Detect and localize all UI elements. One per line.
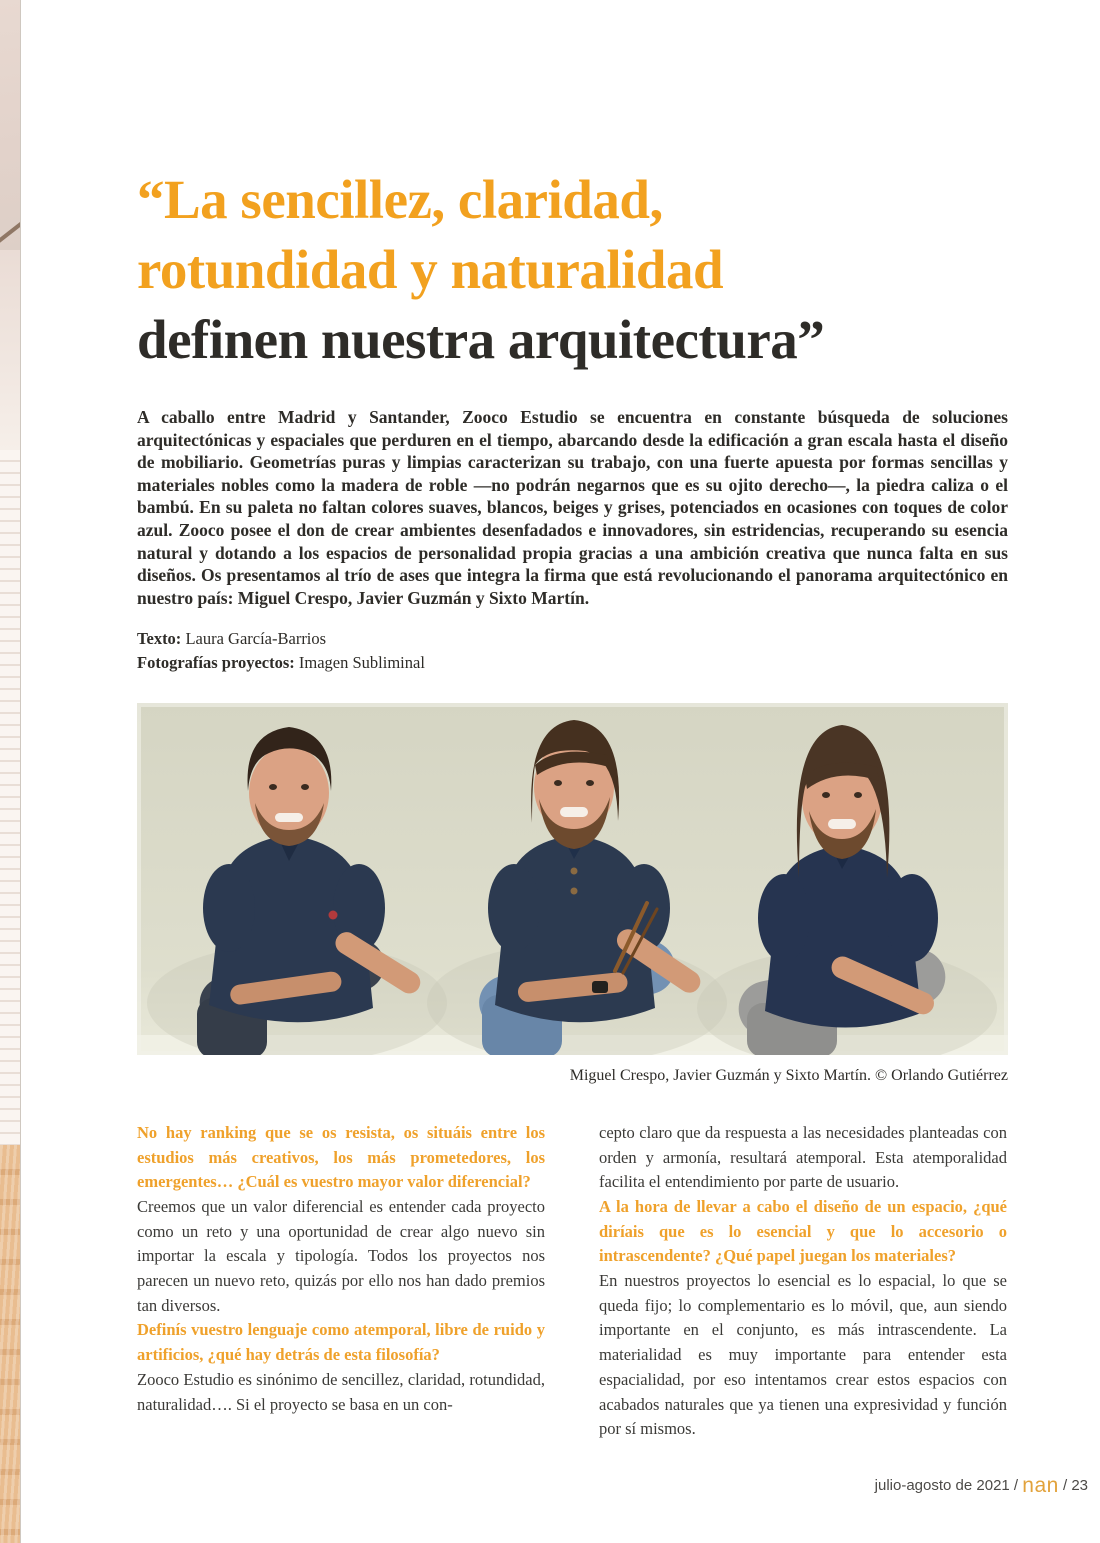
title-line-1: “La sencillez, claridad, bbox=[137, 169, 663, 230]
interview-answer: cepto claro que da respuesta a las necesidades planteadas con orden y armonía, resultará atemporal. Esta atemporalidad facilita el entendimiento por parte de usuario. bbox=[599, 1122, 1007, 1192]
column-right bbox=[599, 1121, 1007, 1442]
credit-text-value: Laura García-Barrios bbox=[181, 628, 327, 648]
credit-text-label: Texto: bbox=[137, 628, 182, 648]
article-title bbox=[137, 165, 1008, 375]
photo-caption: Miguel Crespo, Javier Guzmán y Sixto Martín. © Orlando Gutiérrez bbox=[569, 1066, 1008, 1084]
credit-photos bbox=[137, 651, 1008, 675]
footer-date: julio-agosto de 2021 / bbox=[874, 1477, 1023, 1494]
edge-wood-floor bbox=[0, 1145, 20, 1543]
edge-diagonal-beam bbox=[0, 213, 21, 247]
interview-answer: En nuestros proyectos lo esencial es lo espacial, lo que se queda fijo; lo complementario es lo móvil, que, aun siendo importante en el conjunto, es más intrascendente. La materialidad es muy importante para entender esta espacialidad, por eso intentamos crear estos espacios con acabados naturales que ya tienen una expresividad y función por sí mismos. bbox=[599, 1271, 1007, 1439]
article-page bbox=[137, 0, 1008, 1442]
article-credits bbox=[137, 627, 1008, 675]
edge-wall-light bbox=[0, 250, 20, 450]
credit-photos-value: Imagen Subliminal bbox=[294, 652, 425, 672]
page-edge-photo-strip bbox=[0, 0, 21, 1543]
interview-columns bbox=[137, 1121, 1008, 1442]
interview-question: A la hora de llevar a cabo el diseño de un espacio, ¿qué diríais que es lo esencial y que lo accesorio o intrascendente? ¿Qué papel juegan los materiales? bbox=[599, 1196, 1007, 1266]
interview-question: No hay ranking que se os resista, os situáis entre los estudios más creativos, los más prometedores, los emergentes… ¿Cuál es vuestro mayor valor diferencial? bbox=[137, 1122, 545, 1192]
edge-white-brick bbox=[0, 450, 20, 1145]
footer-page-number: / 23 bbox=[1058, 1477, 1088, 1494]
title-line-3: definen nuestra arquitectura” bbox=[137, 309, 825, 370]
column-left bbox=[137, 1121, 545, 1442]
nan-magazine-logo: nan bbox=[1022, 1474, 1059, 1497]
interview-answer: Creemos que un valor diferencial es entender cada proyecto como un reto y una oportunidad de crear algo nuevo sin importar la escala y tipología. Todos los proyectos nos parecen un nuevo reto, quizás por ello nos han dado premios tan diversos. bbox=[137, 1196, 545, 1315]
interview-answer: Zooco Estudio es sinónimo de sencillez, claridad, rotundidad, naturalidad…. Si el proyecto se basa en un con- bbox=[137, 1369, 545, 1414]
title-line-2: rotundidad y naturalidad bbox=[137, 239, 724, 300]
article-lede: A caballo entre Madrid y Santander, Zooco Estudio se encuentra en constante búsqueda de soluciones arquitectónicas y espaciales que perduren en el tiempo, abarcando desde la edificación a gran escala hasta el diseño de mobiliario. Geometrías puras y limpias caracterizan su trabajo, con una fuerte apuesta por formas sencillas y materiales nobles como la madera de roble —no podrán negarnos que es su ojito derecho—, la piedra caliza o el bambú. En su paleta no faltan colores suaves, blancos, beiges y grises, potenciados en ocasiones con toques de color azul. Zooco posee el don de crear ambientes desenfadados e innovadores, sin estridencias, recuperando su esencia natural y dotando a los espacios de personalidad propia gracias a una ambición creativa que nunca falta en sus diseños. Os presentamos al trío de ases que integra la firma que está revolucionando el panorama arquitectónico en nuestro país: Miguel Crespo, Javier Guzmán y Sixto Martín. bbox=[137, 407, 1008, 608]
credit-photos-label: Fotografías proyectos: bbox=[137, 652, 295, 672]
page-footer bbox=[875, 1474, 1088, 1498]
interview-question: Definís vuestro lenguaje como atemporal, libre de ruido y artificios, ¿qué hay detrás de esta filosofía? bbox=[137, 1320, 545, 1365]
edge-wall-beige bbox=[0, 0, 20, 250]
team-photo bbox=[137, 703, 1008, 1055]
team-photo-illustration bbox=[137, 703, 1008, 1055]
credit-text bbox=[137, 627, 1008, 651]
